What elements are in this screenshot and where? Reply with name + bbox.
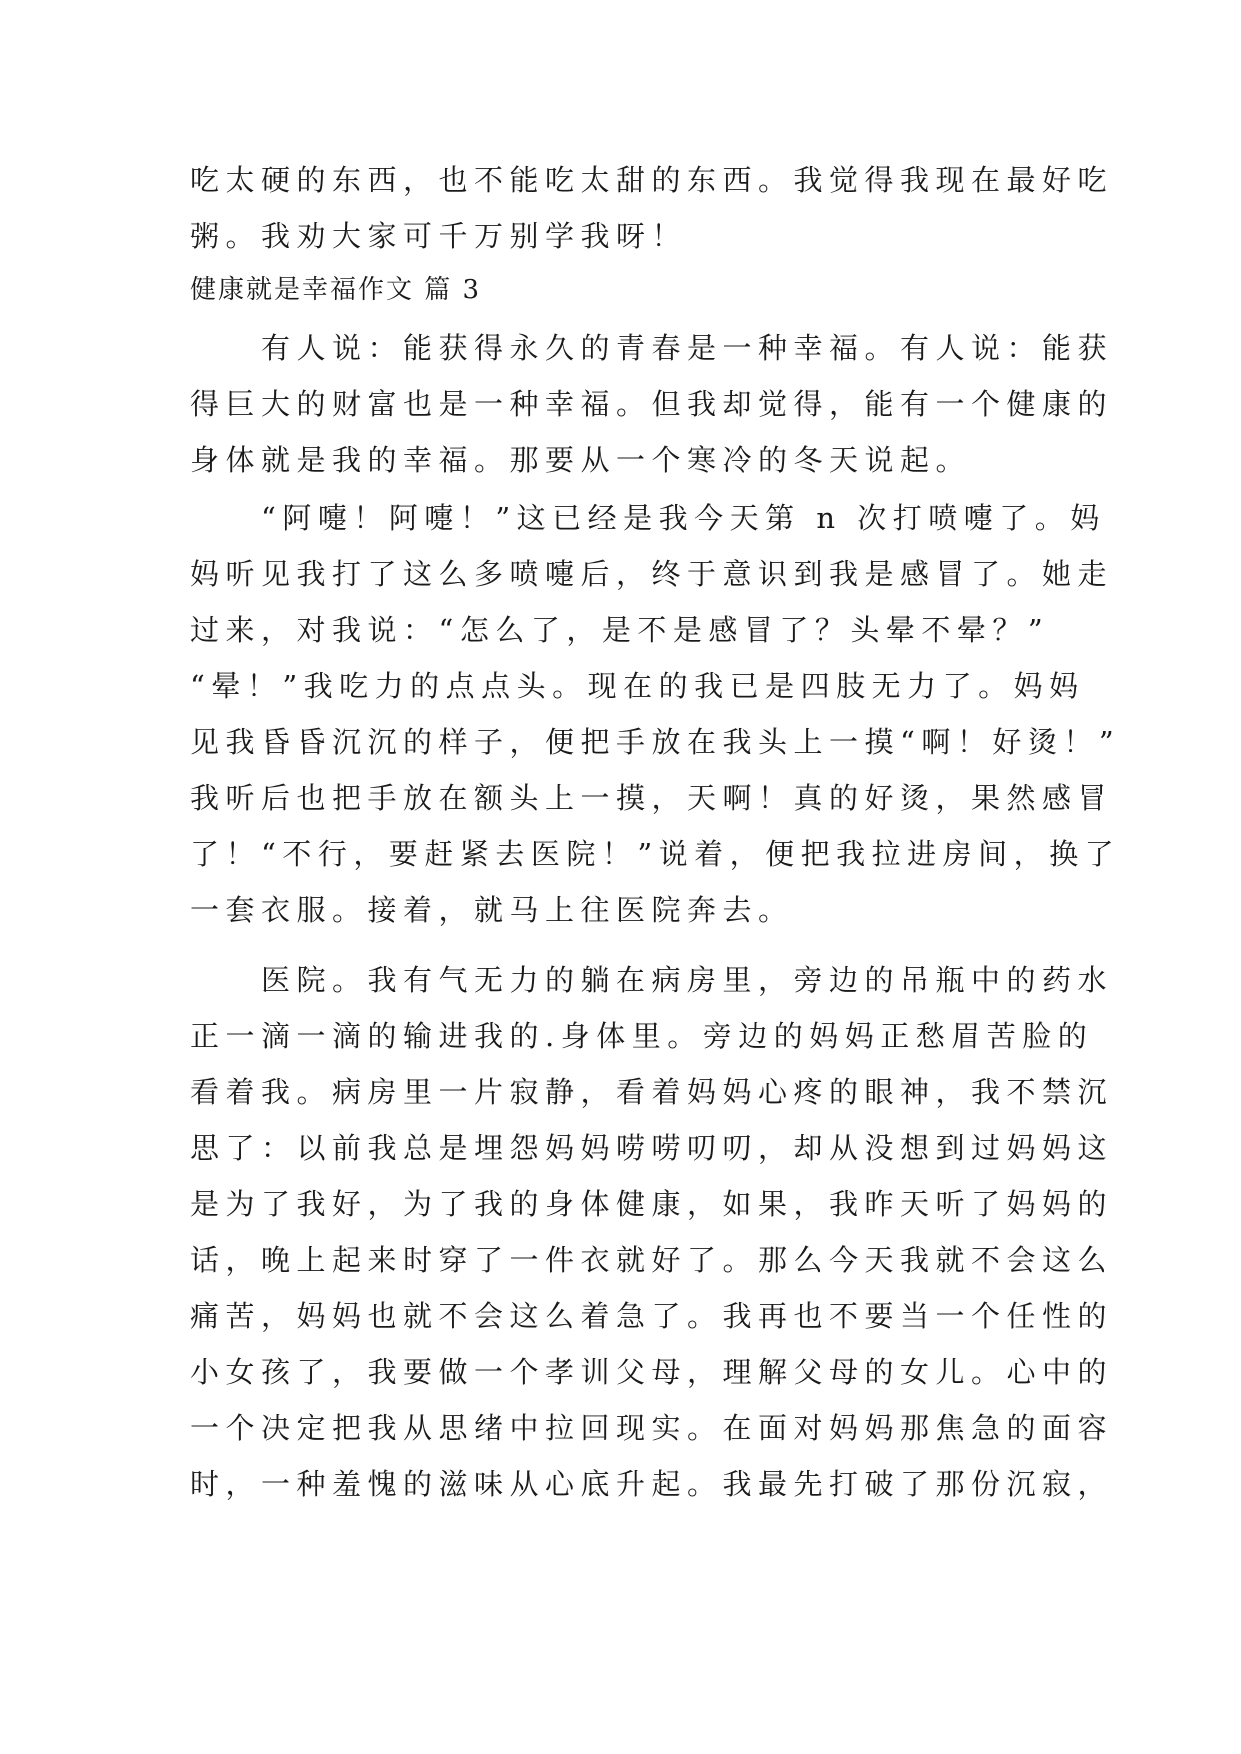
- text-line: 正一滴一滴的输进我的.身体里。旁边的妈妈正愁眉苦脸的: [190, 1019, 1094, 1053]
- section-heading: 健康就是幸福作文 篇 3: [190, 275, 482, 305]
- text-line: 看着我。病房里一片寂静，看着妈妈心疼的眼神，我不禁沉: [190, 1075, 1114, 1109]
- text-line: 是为了我好，为了我的身体健康，如果，我昨天听了妈妈的: [190, 1187, 1114, 1221]
- text-line: 妈听见我打了这么多喷嚏后，终于意识到我是感冒了。她走: [190, 557, 1114, 591]
- text-line: 思了：以前我总是埋怨妈妈唠唠叨叨，却从没想到过妈妈这: [190, 1131, 1114, 1165]
- paragraph-start-line: “阿嚏！阿嚏！”这已经是我今天第 n 次打喷嚏了。妈: [190, 501, 1106, 535]
- text-line: 见我昏昏沉沉的样子，便把手放在我头上一摸“啊！好烫！”: [190, 725, 1121, 759]
- text-line: 小女孩了，我要做一个孝训父母，理解父母的女儿。心中的: [190, 1355, 1114, 1389]
- text-line: 一套衣服。接着，就马上往医院奔去。: [190, 893, 794, 927]
- text-line: 痛苦，妈妈也就不会这么着急了。我再也不要当一个任性的: [190, 1299, 1114, 1333]
- text-line: 我听后也把手放在额头上一摸，天啊！真的好烫，果然感冒: [190, 781, 1114, 815]
- text-line: 吃太硬的东西，也不能吃太甜的东西。我觉得我现在最好吃: [190, 163, 1114, 197]
- text-line: 得巨大的财富也是一种幸福。但我却觉得，能有一个健康的: [190, 387, 1114, 421]
- text-line: 时，一种羞愧的滋味从心底升起。我最先打破了那份沉寂，: [190, 1467, 1114, 1501]
- paragraph-start-line: 有人说：能获得永久的青春是一种幸福。有人说：能获: [190, 331, 1114, 365]
- text-line: 了！“不行，要赶紧去医院！”说着，便把我拉进房间，换了: [190, 837, 1121, 871]
- text-line: 身体就是我的幸福。那要从一个寒冷的冬天说起。: [190, 443, 972, 477]
- text-line: “晕！”我吃力的点点头。现在的我已是四肢无力了。妈妈: [190, 669, 1085, 703]
- paragraph-start-line: 医院。我有气无力的躺在病房里，旁边的吊瓶中的药水: [190, 963, 1114, 997]
- text-line: 过来，对我说：“怎么了，是不是感冒了？头晕不晕？”: [190, 613, 1050, 647]
- text-line: 粥。我劝大家可千万别学我呀！: [190, 219, 688, 253]
- text-line: 一个决定把我从思绪中拉回现实。在面对妈妈那焦急的面容: [190, 1411, 1114, 1445]
- text-line: 话，晚上起来时穿了一件衣就好了。那么今天我就不会这么: [190, 1243, 1114, 1277]
